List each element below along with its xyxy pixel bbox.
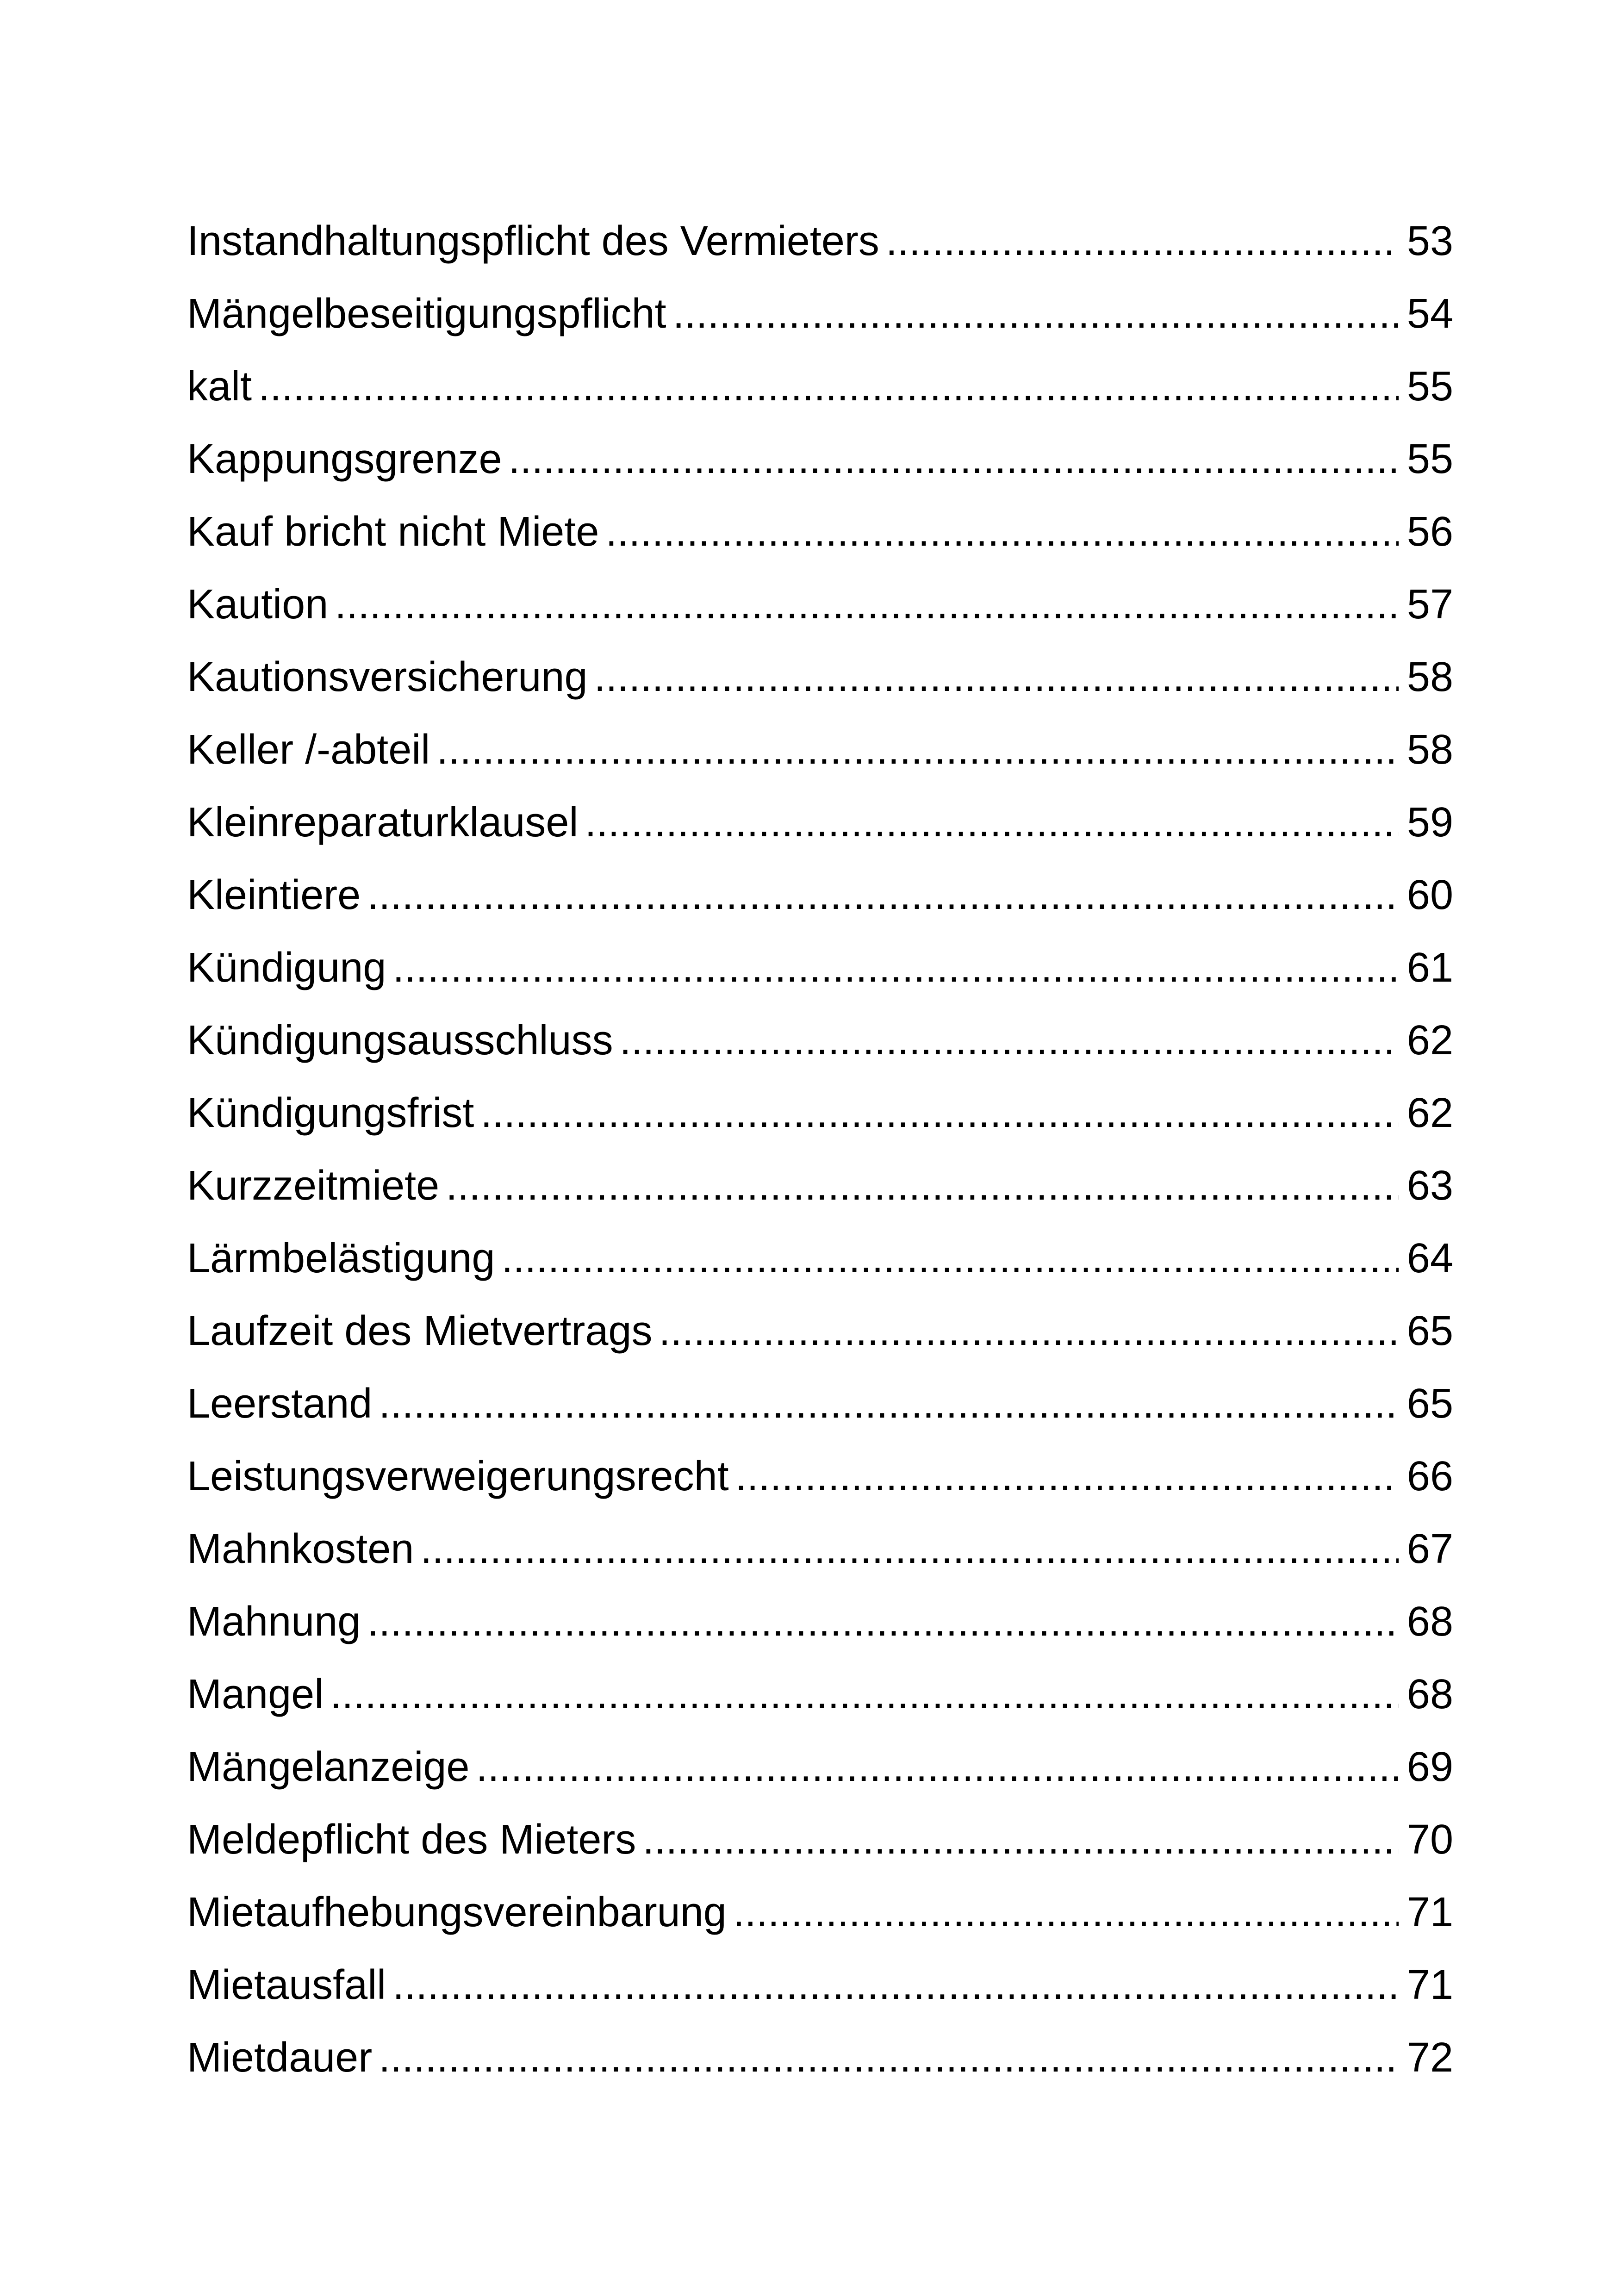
toc-dot-leader [659,1295,1398,1368]
toc-entry[interactable] [187,1150,1453,1222]
toc-entry[interactable] [187,1295,1453,1368]
toc-entry[interactable] [187,350,1453,423]
toc-entry[interactable] [187,1804,1453,1876]
toc-entry-page: 67 [1406,1526,1453,1572]
toc-entry[interactable] [187,714,1453,786]
toc-entry[interactable] [187,568,1453,641]
toc-entry-page: 60 [1406,872,1453,918]
toc-entry-term: Mietausfall [187,1962,386,2008]
toc-entry-term: Kleinreparaturklausel [187,799,579,846]
toc-entry[interactable] [187,1586,1453,1658]
toc-entry-term: Kündigungsfrist [187,1090,474,1136]
toc-entry-term: Mängelbeseitigungspflicht [187,291,666,337]
toc-entry[interactable] [187,205,1453,278]
toc-entry-page: 61 [1406,945,1453,991]
toc-entry[interactable] [187,496,1453,568]
toc-entry-term: kalt [187,363,252,410]
toc-entry[interactable] [187,423,1453,496]
toc-entry[interactable] [187,1077,1453,1150]
toc-entry[interactable] [187,1731,1453,1804]
toc-entry-page: 62 [1406,1017,1453,1064]
toc-dot-leader [436,714,1399,786]
toc-dot-leader [446,1150,1399,1222]
toc-dot-leader [379,1368,1399,1440]
toc-dot-leader [367,859,1399,932]
toc-entry-page: 57 [1406,581,1453,628]
toc-entry[interactable] [187,2022,1453,2094]
table-of-contents [187,205,1453,2094]
toc-dot-leader [330,1658,1399,1731]
toc-entry-page: 62 [1406,1090,1453,1136]
toc-entry-term: Kurzzeitmiete [187,1163,440,1209]
toc-dot-leader [420,1513,1399,1586]
toc-entry-term: Instandhaltungspflicht des Vermieters [187,218,879,264]
toc-entry-term: Mahnkosten [187,1526,414,1572]
toc-entry-page: 65 [1406,1308,1453,1354]
toc-entry-term: Kleintiere [187,872,361,918]
toc-entry[interactable] [187,1658,1453,1731]
toc-entry-page: 63 [1406,1163,1453,1209]
toc-entry-term: Lärmbelästigung [187,1235,495,1282]
toc-entry-term: Kauf bricht nicht Miete [187,509,599,555]
toc-dot-leader [379,2022,1399,2094]
toc-entry-page: 68 [1406,1599,1453,1645]
toc-entry[interactable] [187,859,1453,932]
toc-dot-leader [585,786,1398,859]
toc-entry-term: Kautionsversicherung [187,654,588,700]
toc-entry-term: Laufzeit des Mietvertrags [187,1308,653,1354]
toc-entry[interactable] [187,1004,1453,1077]
toc-dot-leader [392,932,1398,1004]
toc-entry-page: 72 [1406,2035,1453,2081]
toc-dot-leader [501,1222,1398,1295]
toc-entry-page: 70 [1406,1817,1453,1863]
toc-dot-leader [258,350,1399,423]
toc-entry[interactable] [187,1513,1453,1586]
toc-dot-leader [642,1804,1398,1876]
toc-dot-leader [735,1440,1399,1513]
toc-entry-page: 71 [1406,1962,1453,2008]
toc-dot-leader [367,1586,1399,1658]
toc-dot-leader [335,568,1399,641]
toc-entry-term: Mangel [187,1671,324,1717]
toc-dot-leader [886,205,1399,278]
toc-entry-page: 71 [1406,1889,1453,1935]
toc-dot-leader [480,1077,1399,1150]
toc-entry-page: 55 [1406,363,1453,410]
toc-entry[interactable] [187,1222,1453,1295]
toc-dot-leader [509,423,1399,496]
toc-entry-page: 58 [1406,654,1453,700]
toc-entry-term: Kappungsgrenze [187,436,502,482]
toc-dot-leader [392,1949,1399,2022]
toc-dot-leader [733,1876,1399,1949]
toc-entry-term: Kündigung [187,945,386,991]
toc-dot-leader [673,278,1399,350]
toc-entry[interactable] [187,278,1453,350]
toc-entry-page: 68 [1406,1671,1453,1717]
toc-entry-term: Mahnung [187,1599,361,1645]
toc-entry-page: 66 [1406,1453,1453,1500]
toc-entry-term: Kaution [187,581,329,628]
toc-entry-term: Meldepflicht des Mieters [187,1817,636,1863]
toc-dot-leader [476,1731,1398,1804]
toc-dot-leader [605,496,1398,568]
toc-entry-term: Mängelanzeige [187,1744,470,1790]
toc-entry-term: Mietaufhebungsvereinbarung [187,1889,727,1935]
toc-dot-leader [594,641,1399,714]
toc-entry[interactable] [187,1949,1453,2022]
toc-entry-page: 58 [1406,727,1453,773]
toc-entry[interactable] [187,1440,1453,1513]
toc-entry-page: 64 [1406,1235,1453,1282]
toc-entry-term: Kündigungsausschluss [187,1017,613,1064]
toc-entry-page: 55 [1406,436,1453,482]
toc-entry-page: 59 [1406,799,1453,846]
toc-entry[interactable] [187,641,1453,714]
toc-entry[interactable] [187,786,1453,859]
toc-dot-leader [620,1004,1399,1077]
toc-entry-term: Leistungsverweigerungsrecht [187,1453,729,1500]
toc-entry[interactable] [187,1368,1453,1440]
toc-entry-term: Leerstand [187,1381,373,1427]
toc-entry-page: 53 [1406,218,1453,264]
toc-entry-page: 69 [1406,1744,1453,1790]
toc-entry-term: Mietdauer [187,2035,373,2081]
toc-entry-term: Keller /-abteil [187,727,430,773]
toc-entry[interactable] [187,1876,1453,1949]
toc-entry-page: 56 [1406,509,1453,555]
toc-entry-page: 54 [1406,291,1453,337]
toc-entry-page: 65 [1406,1381,1453,1427]
toc-entry[interactable] [187,932,1453,1004]
